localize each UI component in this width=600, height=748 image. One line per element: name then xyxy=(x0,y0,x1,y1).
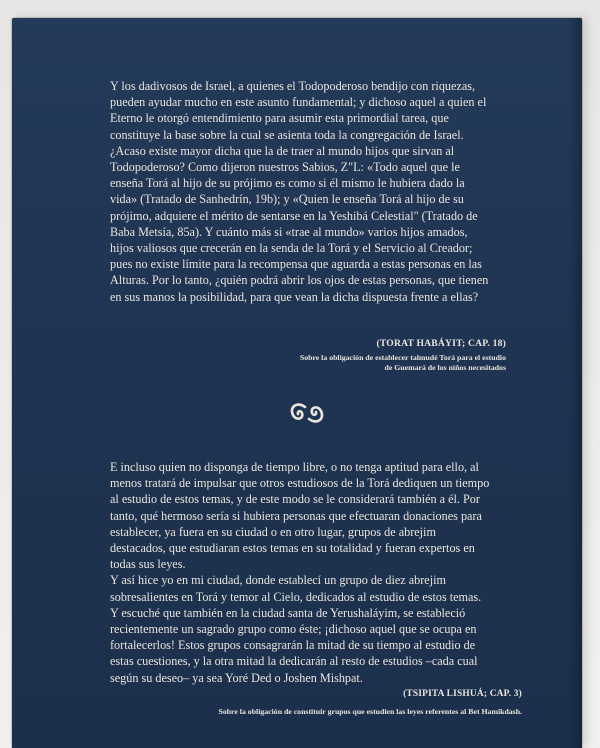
passage-1-source-title: (TORAT HABÁYIT; CAP. 18) xyxy=(376,338,506,349)
passage-1-source-description-line-2: de Guemará de los niños necesitados xyxy=(384,363,506,372)
passage-1-source-description-line-1: Sobre la obligación de establecer talmudé Torá para el estudio xyxy=(299,353,506,362)
passage-1 xyxy=(110,78,490,305)
passage-2-source-description: Sobre la obligación de constituir grupos que estudien las leyes referentes al Bet Hamikdash. xyxy=(218,707,522,716)
passage-2-source-title: (TSIPITA LISHUÁ; CAP. 3) xyxy=(403,689,522,699)
passage-2-paragraph-2: Y así hice yo en mi ciudad, donde establecí un grupo de diez abrejim sobresalientes en Torá y temor al Cielo, dedicados al estudio de estos temas. Y escuché que también en la ciudad santa de Yerushaláyim, se estableció recientemente un sagrado grupo como éste; ¡dichoso aquel que se ocupa en fortalecerlos! Estos grupos consagrarán la mitad de su tiempo al estudio de estas cuestiones, y la otra mitad la dedicarán al resto de estudios –cada cual según su deseo– ya sea Yoré Ded o Joshen Mishpat. xyxy=(110,573,482,685)
passage-2 xyxy=(110,459,490,686)
passage-1-text: Y los dadivosos de Israel, a quienes el Todopoderoso bendijo con riquezas, pueden ayudar mucho en este asunto fundamental; y dichoso aquel a quien el Eterno le otorgó entendimiento para asumir esta primordial tarea, que constituye la base sobre la cual se asienta toda la congregación de Israel. ¿Acaso existe mayor dicha que la de traer al mundo hijos que sirvan al Todopoderoso? Como dijeron nuestros Sabios, Z"L: «Todo aquel que le enseña Torá al hijo de su prójimo es como si él mismo le hubiera dado la vida» (Tratado de Sanhedrín, 19b); y «Quien le enseña Torá al hijo de su prójimo, adquiere el mérito de sentarse en la Yeshibá Celestial" (Tratado de Baba Metsía, 85a). Y cuánto más si «trae al mundo» varios hijos amados, hijos valiosos que crecerán en la senda de la Torá y el Servicio al Creador; pues no existe límite para la recompensa que aguarda a estas personas en las Alturas. Por lo tanto, ¿quién podrá abrir los ojos de estas personas, que tienen en sus manos la posibilidad, para que vean la dicha dispuesta frente a ellas? xyxy=(110,79,489,304)
cover-edge-shadow xyxy=(568,18,582,748)
passage-1-source xyxy=(300,338,506,373)
passage-1-source-description xyxy=(300,353,506,373)
passage-2-source xyxy=(218,689,522,717)
passage-2-paragraph-1: E incluso quien no disponga de tiempo libre, o no tenga aptitud para ello, al menos tratará de impulsar que otros estudiosos de la Torá dediquen un tiempo al estudio de estos temas, y de este modo se le considerará también a él. Por tanto, qué hermoso sería si hubiera personas que efectuaran donaciones para establecer, ya fuera en su ciudad o en otro lugar, grupos de abrejim destacados, que estudiaran estos temas en su totalidad y fueran expertos en todas sus leyes. xyxy=(110,460,490,572)
divider-ornament-icon xyxy=(287,401,327,425)
